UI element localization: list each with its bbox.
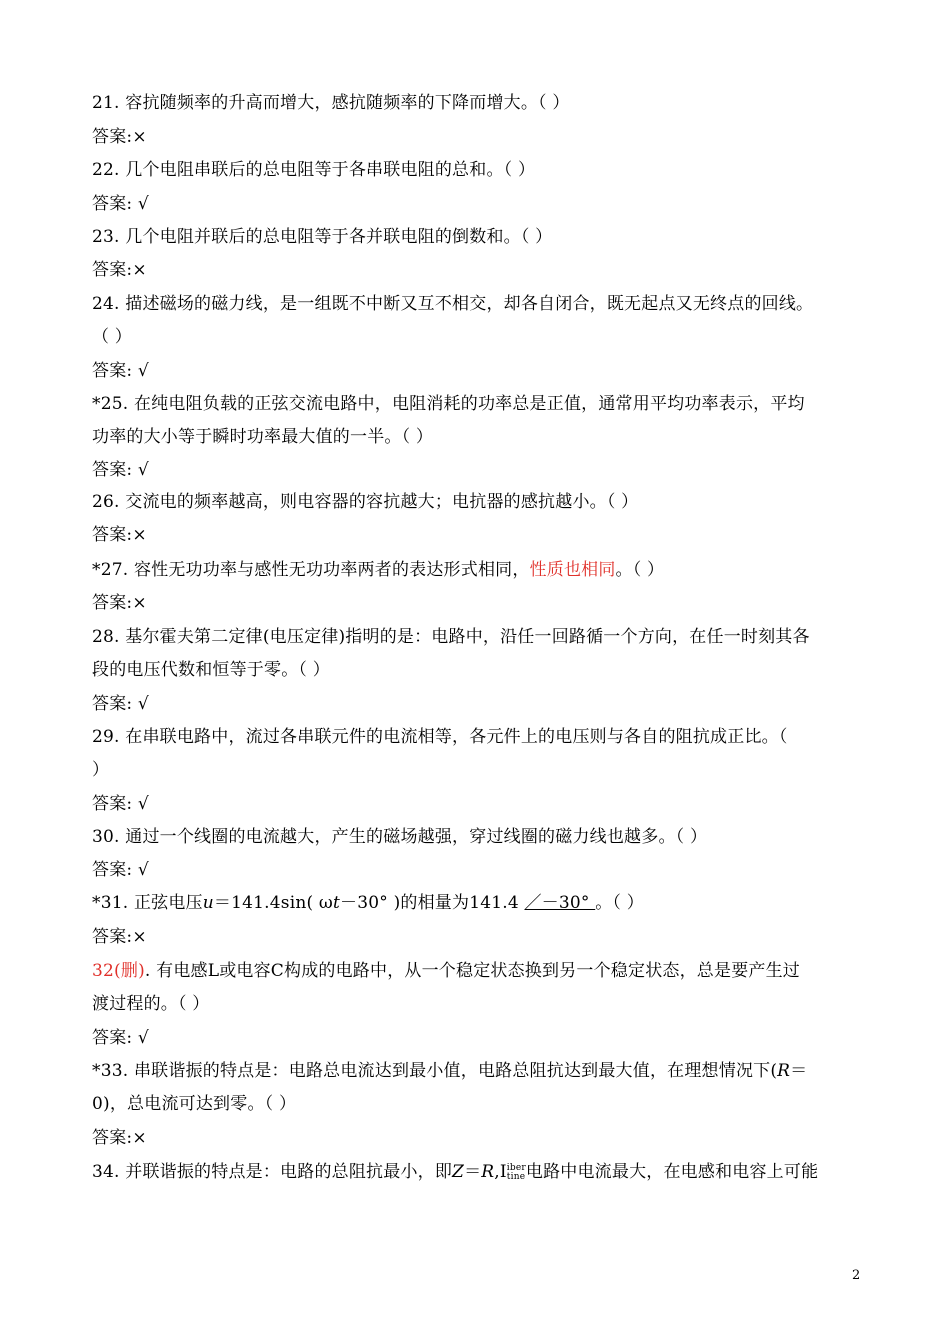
q33-equals: ＝ [790, 1061, 808, 1081]
question-26: 26. 交流电的频率越高，则电容器的容抗越大；电抗器的感抗越小。（ ） [92, 492, 639, 512]
question-30: 30. 通过一个线圈的电流越大，产生的磁场越强，穿过线圈的磁力线也越多。（ ） [92, 827, 708, 847]
answer-30: 答案: √ [92, 860, 149, 880]
answer-27: 答案:× [92, 593, 147, 613]
answer-25: 答案: √ [92, 460, 149, 480]
q31-expression-2: －30° )的相量为141.4 [340, 893, 525, 913]
q33-text: *33. 串联谐振的特点是：电路总电流达到最小值，电路总阻抗达到最大值，在理想情况下( [92, 1061, 778, 1081]
answer-22: 答案: √ [92, 194, 149, 214]
deleted-marker: 32(删) [92, 961, 145, 981]
question-29-line1: 29. 在串联电路中，流过各串联元件的电流相等，各元件上的电压则与各自的阻抗成正比。（ [92, 727, 788, 747]
question-21: 21. 容抗随频率的升高而增大，感抗随频率的下降而增大。（ ） [92, 93, 570, 113]
q34-fragment-top: iber [506, 1162, 526, 1173]
page-number: 2 [852, 1268, 861, 1283]
answer-24: 答案: √ [92, 361, 149, 381]
question-28-line2: 段的电压代数和恒等于零。（ ） [92, 660, 330, 680]
q31-expression: ＝141.4sin( ω [213, 893, 333, 913]
question-32-line2: 渡过程的。（ ） [92, 994, 210, 1014]
q32-text: . 有电感L或电容C构成的电路中，从一个稳定状态换到另一个稳定状态，总是要产生过 [144, 961, 801, 981]
answer-33: 答案:× [92, 1128, 147, 1148]
q34-text: 34. 并联谐振的特点是：电路的总阻抗最小，即 [92, 1162, 453, 1182]
q31-angle-underlined: ／－30° [524, 893, 596, 913]
question-25-line2: 功率的大小等于瞬时功率最大值的一半。（ ） [92, 427, 434, 447]
answer-32: 答案: √ [92, 1028, 149, 1048]
q34-comma: , [494, 1162, 500, 1182]
question-24-line1: 24. 描述磁场的磁力线，是一组既不中断又互不相交，却各自闭合，既无起点又无终点的回线。 [92, 294, 814, 314]
question-34 [92, 1161, 862, 1183]
question-32-line1 [92, 960, 862, 982]
q34-variable-r: R [481, 1162, 495, 1182]
q34-fragment-i: I [499, 1162, 507, 1182]
question-23: 23. 几个电阻并联后的总电阻等于各并联电阻的倒数和。（ ） [92, 227, 553, 247]
question-22: 22. 几个电阻串联后的总电阻等于各串联电阻的总和。（ ） [92, 160, 536, 180]
answer-21: 答案:× [92, 127, 147, 147]
highlighted-text: 性质也相同 [529, 560, 616, 580]
q34-equals: ＝ [464, 1162, 482, 1182]
question-33-line2: 0)，总电流可达到零。（ ） [92, 1094, 297, 1114]
question-27 [92, 559, 862, 581]
question-25-line1: *25. 在纯电阻负载的正弦交流电路中，电阻消耗的功率总是正值，通常用平均功率表示，平均 [92, 394, 805, 414]
question-27-bracket: 。（ ） [615, 560, 665, 580]
q34-text-2: 电路中电流最大，在电感和电容上可能 [525, 1162, 819, 1182]
question-31 [92, 892, 862, 914]
q34-fragment-bottom: tine [506, 1171, 526, 1182]
answer-23: 答案:× [92, 260, 147, 280]
q31-text: *31. 正弦电压 [92, 893, 203, 913]
answer-26: 答案:× [92, 525, 147, 545]
answer-28: 答案: √ [92, 694, 149, 714]
q31-variable-u: u [202, 893, 214, 913]
q31-bracket: 。（ ） [595, 893, 644, 913]
answer-29: 答案: √ [92, 794, 149, 814]
question-29-line2: ） [92, 760, 110, 780]
answer-31: 答案:× [92, 927, 147, 947]
q33-variable-r: R [777, 1061, 791, 1081]
q34-variable-z: Z [452, 1162, 465, 1182]
question-33-line1 [92, 1060, 862, 1082]
question-27-text: *27. 容性无功功率与感性无功功率两者的表达形式相同， [92, 560, 530, 580]
question-24-line2: （ ） [92, 327, 133, 347]
q31-variable-t: t [332, 893, 341, 913]
q34-garbled-fragment [507, 1164, 526, 1182]
question-28-line1: 28. 基尔霍夫第二定律(电压定律)指明的是：电路中，沿任一回路循一个方向，在任一时刻其各 [92, 627, 810, 647]
